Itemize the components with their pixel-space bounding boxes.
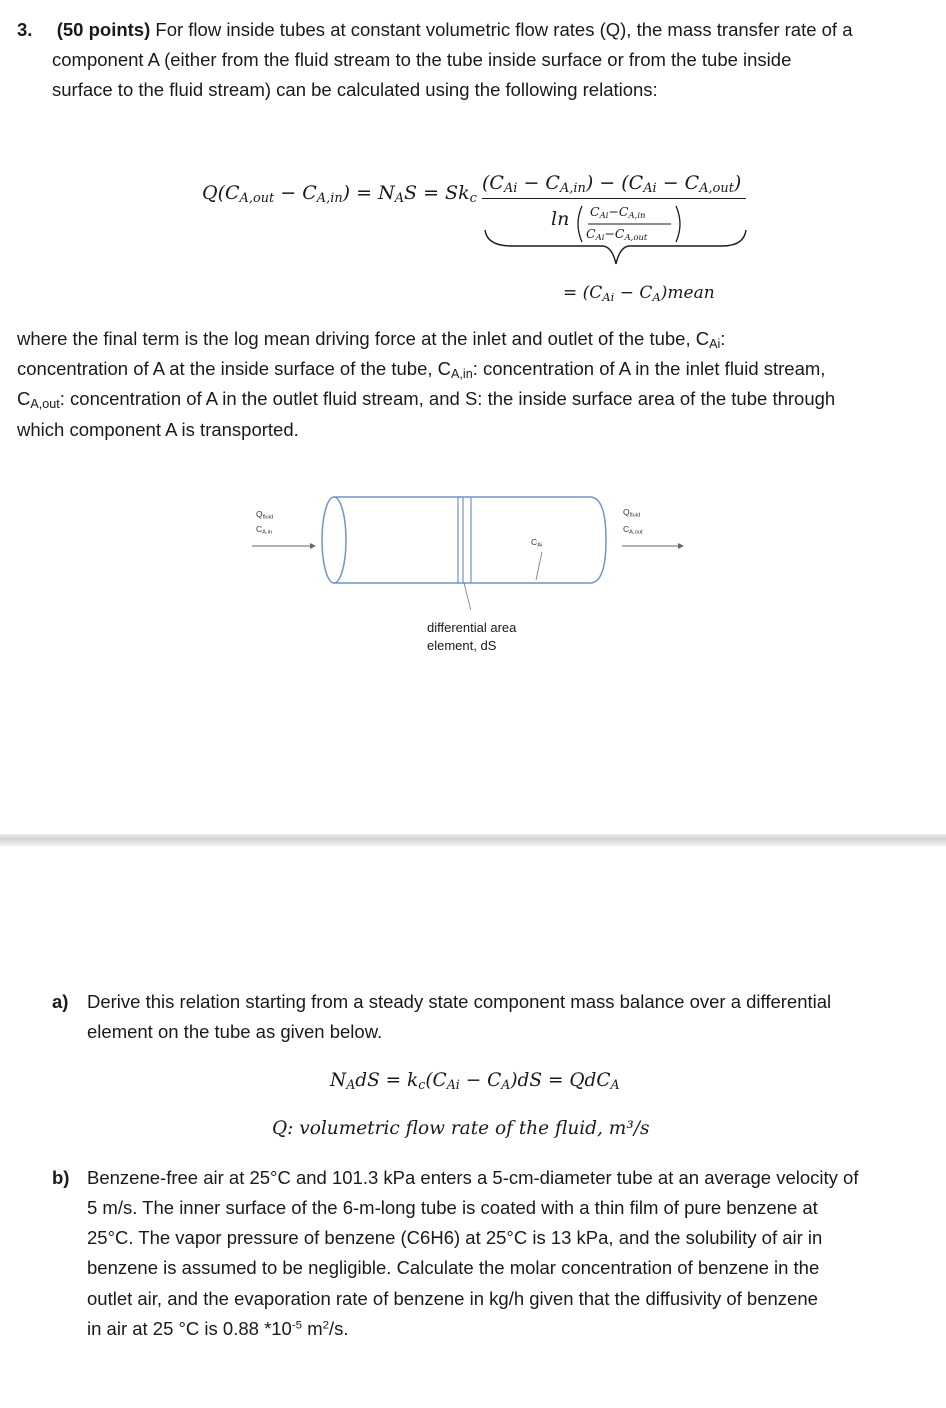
ln-symbol: ln: [551, 208, 570, 230]
part-b-line6: in air at 25 °C is 0.88 $*10^{-5}$ $m^2/s$.: [87, 1318, 349, 1339]
tube-inlet-ellipse: [322, 497, 346, 583]
outlet-c-label: $C_{A,out}$: [623, 524, 643, 536]
element-pointer: [464, 583, 472, 610]
part-a-label: a): [52, 991, 69, 1012]
element-label-line2: element, dS: [427, 638, 497, 653]
page-divider: [0, 834, 946, 846]
tube-body: [334, 497, 606, 583]
question-intro-line1: For flow inside tubes at constant volumetric flow rates (Q), the mass transfer rate of a: [155, 19, 853, 40]
cai-pointer: [536, 552, 542, 580]
inlet-c-label: $C_{A,in}$: [256, 524, 273, 536]
part-b-line2: 5 m/s. The inner surface of the 6-m-long tube is coated with a thin film of pure benzene at: [87, 1197, 818, 1218]
outlet-arrow-head: [678, 543, 684, 549]
main-equation: [0, 150, 946, 320]
part-b-line3: 25°C. The vapor pressure of benzene (C6H6) at 25°C is 13 kPa, and the solubility of air in: [87, 1227, 823, 1248]
part-b-line5: outlet air, and the evaporation rate of benzene in kg/h given that the diffusivity of benzene: [87, 1288, 818, 1309]
equation-lhs: $Q(C_{A,out} - C_{A,in}) = N_AS = Sk_c$: [202, 182, 477, 207]
inlet-arrow-head: [310, 543, 316, 549]
fraction-bar: [482, 198, 746, 199]
question-intro-line2: component A (either from the fluid stream to the tube inside surface or from the tube inside: [52, 49, 792, 70]
element-label-line1: differential area: [427, 620, 517, 635]
part-b-line1: Benzene-free air at 25°C and 101.3 kPa enters a 5-cm-diameter tube at an average velocity of: [87, 1167, 859, 1188]
outlet-q-label: $Q_{fluid}$: [623, 507, 641, 519]
description-line1: where the final term is the log mean driving force at the inlet and outlet of the tube, $C_{Ai}$:: [17, 328, 726, 352]
part-a-q-definition: Q: volumetric flow rate of the fluid, m³/s: [272, 1118, 650, 1139]
underbrace: [482, 228, 750, 270]
description-line4: which component A is transported.: [17, 419, 299, 440]
description-line2: concentration of A at the inside surface of the tube, $C_{A,in}$: concentration of A in the inlet fluid stream,: [17, 358, 826, 382]
part-a-line1: Derive this relation starting from a steady state component mass balance over a differential: [87, 991, 832, 1012]
brace-result: = ($C_{Ai}$ − $C_A)mean$: [563, 283, 715, 304]
question-intro-line3: surface to the fluid stream) can be calculated using the following relations:: [52, 79, 658, 100]
part-a-line2: element on the tube as given below.: [87, 1021, 383, 1042]
part-a-equation: $N_AdS = k_c(C_{Ai} - C_A)dS = QdC_A$: [330, 1070, 620, 1093]
question-number: 3.: [17, 19, 33, 40]
description-line3: $C_{A,out}$: concentration of A in the outlet fluid stream, and S: the inside surface area of the tube through: [17, 388, 836, 412]
inner-numerator: $C_{Ai}-C_{A,in}$: [590, 204, 646, 222]
equation-numerator: $(C_{Ai} - C_{A,in}) - (C_{Ai} - C_{A,out})$: [482, 172, 742, 197]
inner-denominator: $C_{Ai}-C_{A,out}$: [586, 226, 648, 244]
wall-c-label: $C_{Ai}$: [531, 537, 543, 549]
part-b-label: b): [52, 1167, 70, 1188]
inlet-q-label: $Q_{fluid}$: [256, 509, 274, 521]
question-points: (50 points): [56, 19, 151, 40]
part-b-line4: benzene is assumed to be negligible. Calculate the molar concentration of benzene in the: [87, 1257, 820, 1278]
question-header: [17, 15, 917, 45]
